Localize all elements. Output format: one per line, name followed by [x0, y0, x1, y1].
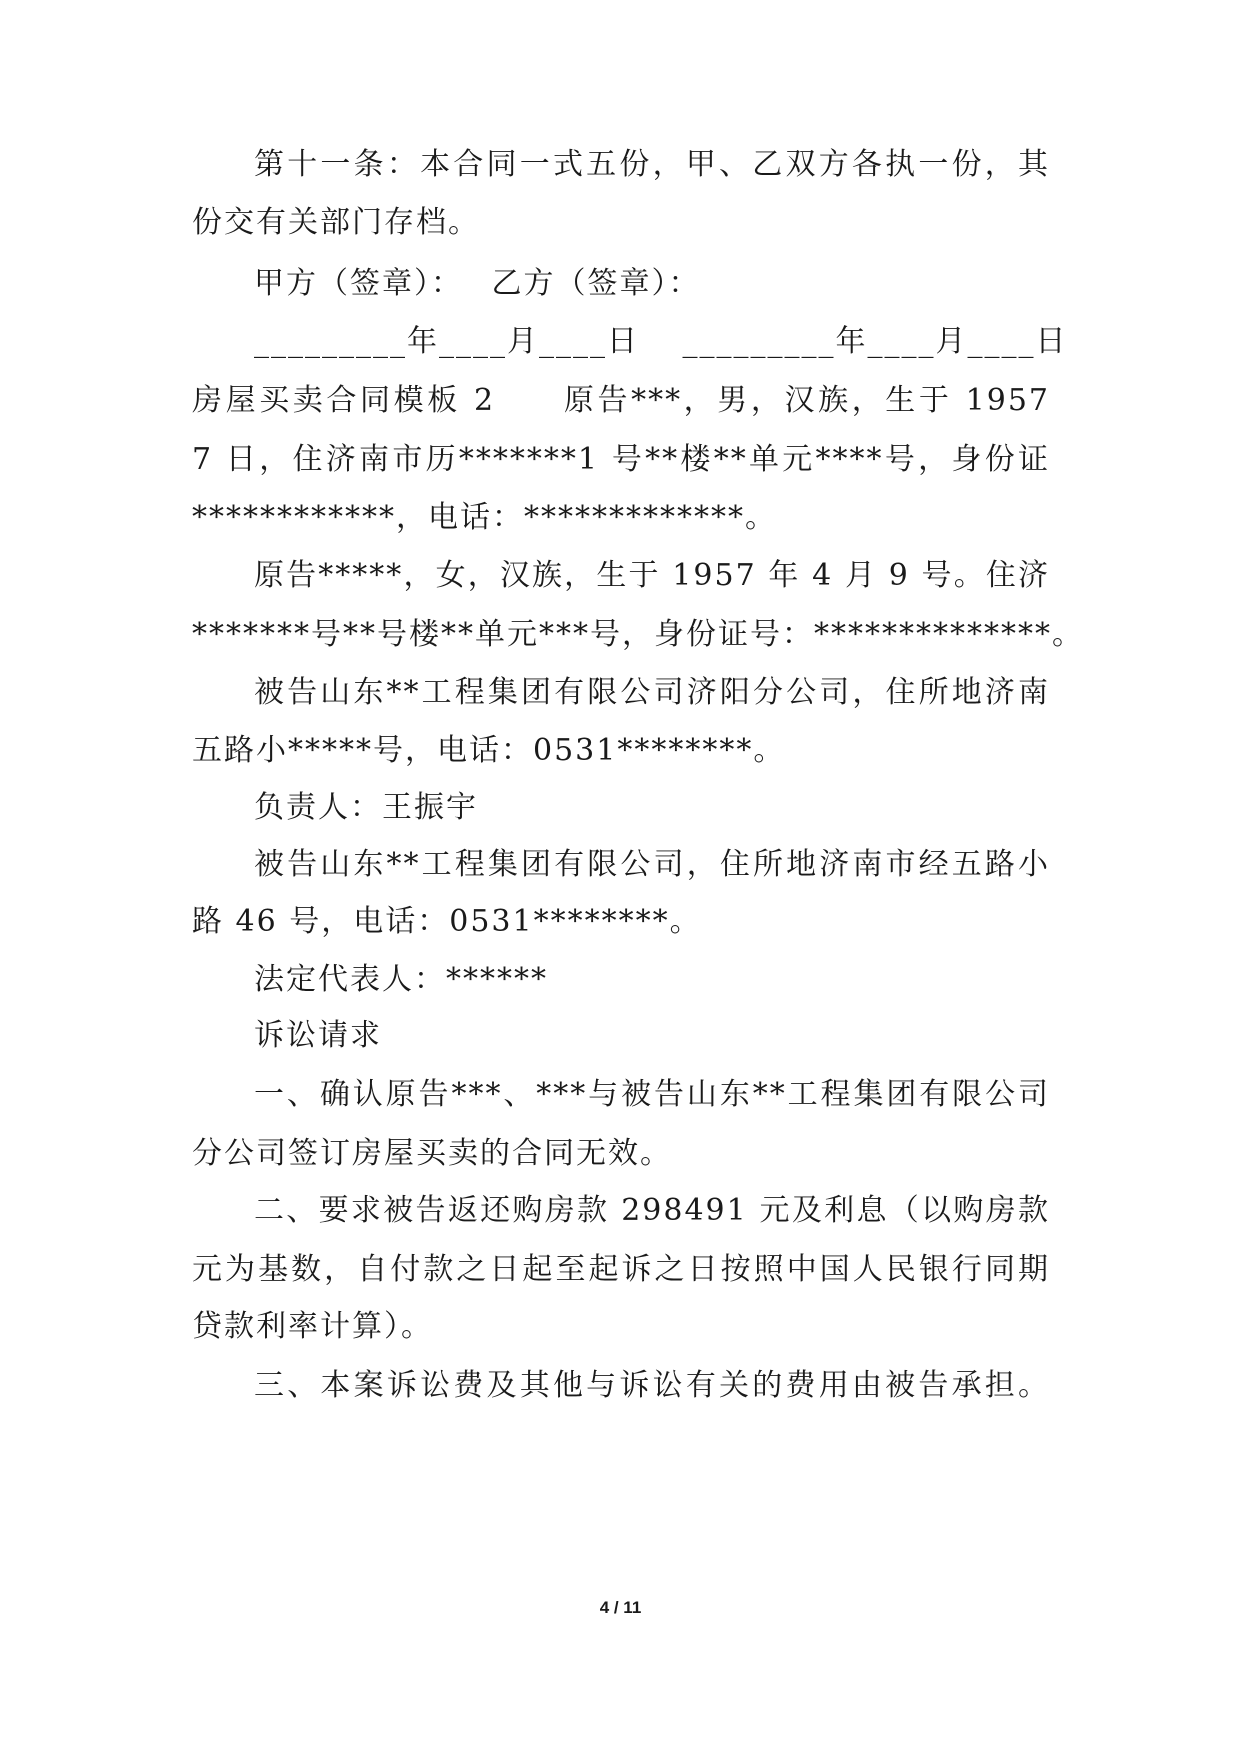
paragraph-line: 五路小*****号，电话：0531********。: [192, 733, 786, 768]
page-number: 4 / 11: [599, 1598, 642, 1617]
paragraph-line: 二、要求被告返还购房款 298491 元及利息（以购房款: [254, 1193, 1050, 1228]
paragraph-line: *******号**号楼**单元***号，身份证号：**************。: [192, 617, 1084, 652]
paragraph-line: 7 日，住济南市历*******1 号**楼**单元****号，身份证: [192, 442, 1050, 477]
paragraph-line: 三、本案诉讼费及其他与诉讼有关的费用由被告承担。: [254, 1368, 1050, 1403]
paragraph-line: 贷款利率计算）。: [192, 1309, 433, 1344]
signature-labels: 甲方（签章）： 乙方（签章）：: [254, 266, 701, 301]
paragraph-line: 份交有关部门存档。: [192, 205, 480, 240]
paragraph-line: 被告山东**工程集团有限公司济阳分公司，住所地济南: [254, 675, 1050, 710]
paragraph-line: 第十一条：本合同一式五份，甲、乙双方各执一份，其: [254, 147, 1050, 182]
paragraph-line: 分公司签订房屋买卖的合同无效。: [192, 1136, 672, 1171]
paragraph-line: 原告*****，女，汉族，生于 1957 年 4 月 9 号。住济: [254, 558, 1050, 593]
signature-dates: _________年____月____日 _________年____月____日: [254, 324, 1068, 359]
section-heading: 诉讼请求: [254, 1018, 382, 1053]
legal-representative: 法定代表人：******: [254, 962, 548, 997]
paragraph-line: ************，电话：*************。: [192, 500, 777, 535]
paragraph-line: 一、确认原告***、***与被告山东**工程集团有限公司: [254, 1077, 1050, 1112]
responsible-person: 负责人：王振宇: [254, 790, 478, 825]
paragraph-line: 路 46 号，电话：0531********。: [192, 904, 702, 939]
paragraph-line: 房屋买卖合同模板 2 原告***，男，汉族，生于 1957: [192, 383, 1050, 418]
paragraph-line: 被告山东**工程集团有限公司，住所地济南市经五路小: [254, 847, 1050, 882]
paragraph-line: 元为基数，自付款之日起至起诉之日按照中国人民银行同期: [192, 1252, 1050, 1287]
